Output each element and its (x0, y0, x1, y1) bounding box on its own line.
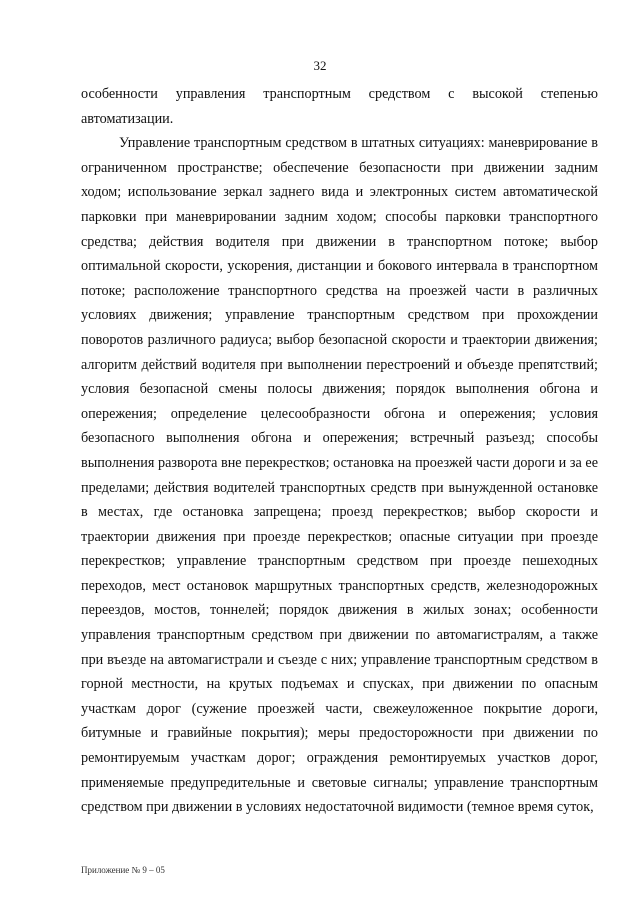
body-text (81, 82, 598, 820)
footer-appendix-label: Приложение № 9 – 05 (81, 865, 165, 875)
paragraph-driving-situations: Управление транспортным средством в штатных ситуациях: маневрирование в ограниченном пространстве; обеспечение безопасности при движении задним ходом; использование зеркал заднего вида и электронных систем автоматической парковки при маневрировании задним ходом; способы парковки транспортного средства; действия водителя при движении в транспортном потоке; выбор оптимальной скорости, ускорения, дистанции и бокового интервала в транспортном потоке; расположение транспортного средства на проезжей части в различных условиях движения; управление транспортным средством при прохождении поворотов различного радиуса; выбор безопасной скорости и траектории движения; алгоритм действий водителя при выполнении перестроений и объезде препятствий; условия безопасной смены полосы движения; порядок выполнения обгона и опережения; определение целесообразности обгона и опережения; условия безопасного выполнения обгона и опережения; встречный разъезд; способы выполнения разворота вне перекрестков; остановка на проезжей части дороги и за ее пределами; действия водителей транспортных средств при вынужденной остановке в местах, где остановка запрещена; проезд перекрестков; выбор скорости и траектории движения при проезде перекрестков; опасные ситуации при проезде перекрестков; управление транспортным средством при проезде пешеходных переходов, мест остановок маршрутных транспортных средств, железнодорожных переездов, мостов, тоннелей; порядок движения в жилых зонах; особенности управления транспортным средством при движении по автомагистралям, а также при въезде на автомагистрали и съезде с них; управление транспортным средством в горной местности, на крутых подъемах и спусках, при движении по опасным участкам дорог (сужение проезжей части, свежеуложенное покрытие дороги, битумные и гравийные покрытия); меры предосторожности при движении по ремонтируемым участкам дорог; ограждения ремонтируемых участков дорог, применяемые предупредительные и световые сигналы; управление транспортным средством при движении в условиях недостаточной видимости (темное время суток, (81, 135, 598, 816)
page-number: 32 (313, 58, 327, 73)
paragraph-continuation: особенности управления транспортным средством с высокой степенью автоматизации. (81, 86, 598, 127)
